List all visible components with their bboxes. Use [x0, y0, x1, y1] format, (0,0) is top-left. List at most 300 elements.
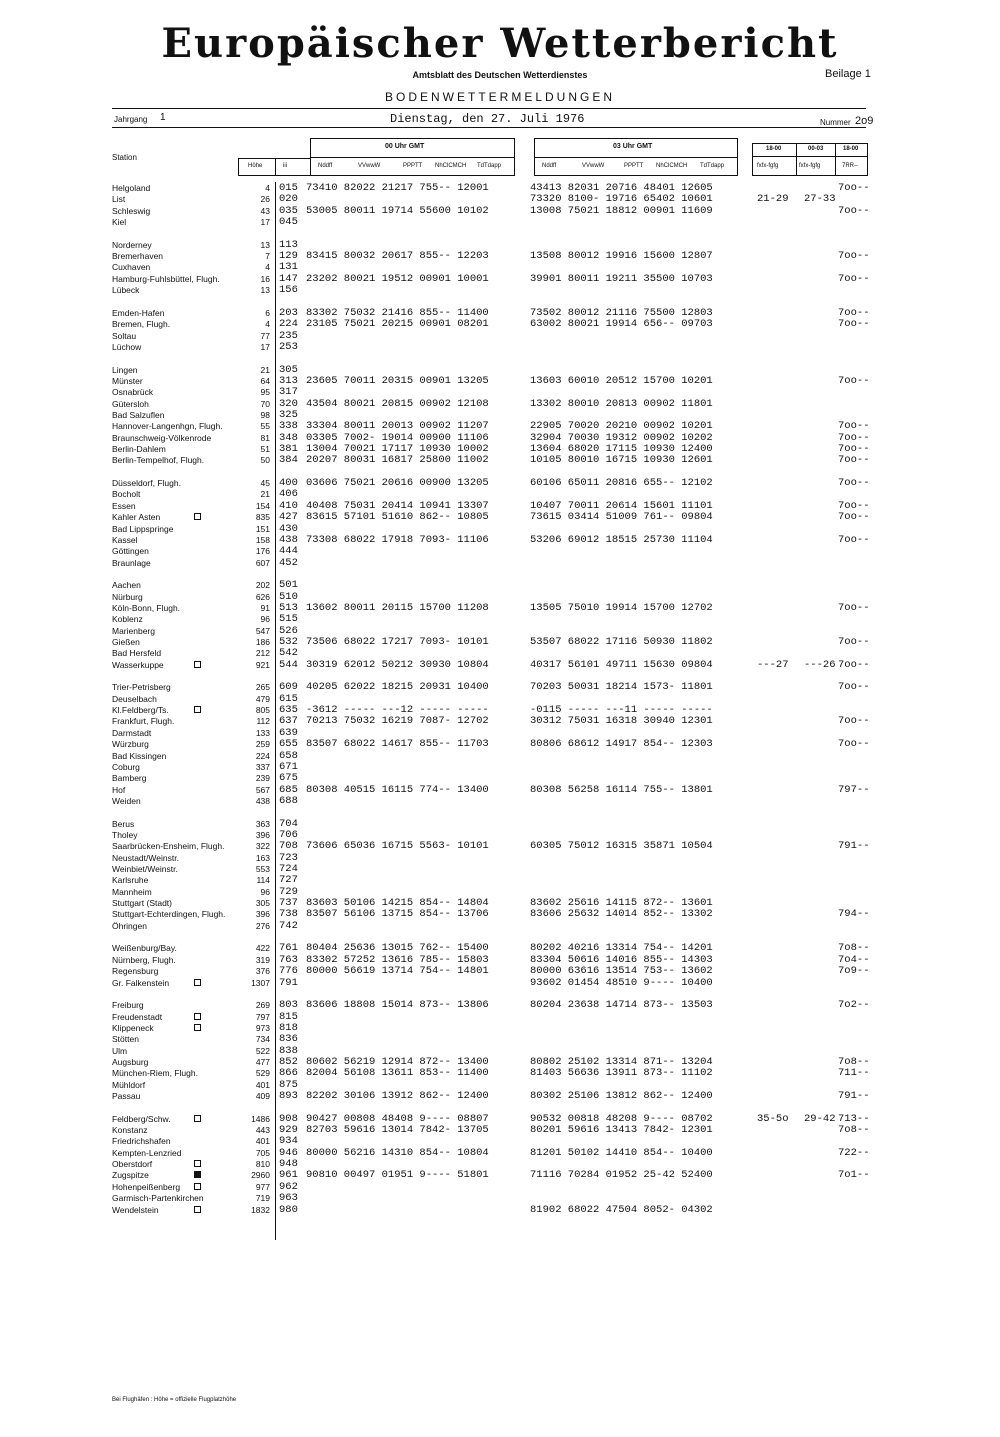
station-id: 875: [279, 1078, 298, 1091]
gust-18-00: 35-5o: [757, 1112, 789, 1125]
station-height: 522: [255, 1045, 270, 1056]
station-id: 427: [279, 511, 298, 524]
jahrgang-label: Jahrgang: [114, 115, 148, 124]
table-row: [0, 898, 1000, 909]
station-name: Hof: [112, 784, 126, 795]
table-row: [0, 206, 1000, 217]
station-height: 151: [255, 523, 270, 534]
station-id: 803: [279, 999, 298, 1012]
station-name: Gießen: [112, 637, 140, 647]
page-title: Europäischer Wetterbericht: [161, 20, 839, 67]
obs00-header: 00 Uhr GMT: [385, 143, 425, 150]
station-height: 133: [255, 727, 270, 738]
station-name: Kiel: [112, 217, 127, 228]
station-name: Bremerhaven: [112, 251, 164, 262]
station-height: 835: [255, 512, 270, 523]
station-marker-icon: [194, 1183, 201, 1190]
obs-00-groups: 83507 68022 14617 855-- 11703: [306, 738, 489, 751]
precip-group: 7oo--: [838, 477, 870, 490]
table-row: [0, 887, 1000, 898]
table-row: [0, 1193, 1000, 1204]
station-name: Hohenpeißenberg: [112, 1181, 181, 1192]
station-name: Würzburg: [112, 739, 149, 750]
station-marker-icon: [194, 1013, 201, 1020]
station-id: 325: [279, 409, 298, 421]
station-height: 626: [255, 591, 270, 602]
precip-group: 7oo--: [838, 715, 870, 728]
station-name: Lüchow: [112, 341, 142, 352]
subtitle: Amtsblatt des Deutschen Wetterdienstes: [412, 70, 588, 80]
table-row: [0, 875, 1000, 886]
obs-00-groups: 70213 75032 16219 7087- 12702: [306, 715, 489, 728]
nummer-value: 2o9: [855, 115, 874, 127]
station-height: 17: [260, 217, 270, 228]
station-height: 973: [255, 1022, 270, 1033]
table-row: [0, 648, 1000, 659]
station-id: 776: [279, 965, 298, 978]
station-name: Saarbrücken-Ensheim, Flugh.: [112, 841, 225, 852]
table-row: [0, 262, 1000, 273]
station-id: 444: [279, 545, 298, 558]
station-name: Trier-Petrisberg: [112, 682, 171, 693]
station-height: 163: [255, 852, 270, 863]
station-id: 836: [279, 1033, 298, 1046]
obs-03-groups: 13505 75010 19914 15700 12702: [530, 601, 713, 614]
station-name: Köln-Bonn, Flugh.: [112, 602, 181, 613]
station-id: 639: [279, 726, 298, 739]
station-id: 980: [279, 1203, 298, 1216]
obs-03-groups: 53206 69012 18515 25730 11104: [530, 533, 713, 546]
station-id: 761: [279, 942, 298, 955]
table-row: [0, 501, 1000, 512]
station-name: Emden-Hafen: [112, 307, 165, 318]
obs-00-groups: 53005 80011 19714 55600 10102: [306, 204, 489, 217]
obs-03-groups: 80201 59616 13413 7842- 12301: [530, 1124, 713, 1137]
station-height: 176: [255, 546, 270, 557]
gust-00-03: 27-33: [804, 193, 836, 206]
obs-03-groups: 60106 65011 20816 655-- 12102: [530, 477, 713, 490]
table-row: [0, 399, 1000, 410]
obs-03-groups: 80000 63616 13514 753-- 13602: [530, 965, 713, 978]
precip-group: 7oo--: [838, 511, 870, 524]
table-row: [0, 762, 1000, 773]
precip-group: 7o4--: [838, 953, 870, 966]
table-row: [0, 966, 1000, 977]
station-id: 963: [279, 1192, 298, 1205]
table-row: [0, 251, 1000, 262]
station-id: 962: [279, 1180, 298, 1193]
precip-group: 791--: [838, 1090, 870, 1102]
obs-00-groups: 20207 80031 16817 25800 11002: [306, 454, 489, 467]
obs-03-groups: 93602 01454 48510 9---- 10400: [530, 976, 713, 989]
period1-header: 18-00: [766, 146, 782, 152]
station-height: 77: [260, 330, 270, 341]
station-id: 738: [279, 908, 298, 921]
precip-group: 711--: [838, 1067, 870, 1080]
station-id: 015: [279, 182, 298, 194]
table-row: [0, 194, 1000, 205]
obs-03-groups: 13508 80012 19916 15600 12807: [530, 250, 713, 263]
station-height: 479: [255, 693, 270, 704]
station-id: 348: [279, 431, 298, 444]
station-height: 1307: [251, 977, 270, 988]
station-id: 253: [279, 340, 298, 353]
table-row: [0, 444, 1000, 455]
station-height: 21: [260, 364, 270, 375]
station-name: Braunschweig-Völkenrode: [112, 432, 212, 443]
sub3-header: 7RR--: [842, 163, 858, 169]
station-id: 430: [279, 522, 298, 535]
obs-00-groups: 23105 75021 20215 00901 08201: [306, 318, 489, 331]
station-name: Lingen: [112, 364, 138, 375]
station-id: 934: [279, 1135, 298, 1148]
hoehe-header: Höhe: [248, 163, 263, 169]
table-row: [0, 580, 1000, 591]
station-height: 276: [255, 920, 270, 931]
precip-group: 7o2--: [838, 999, 870, 1012]
station-id: 609: [279, 681, 298, 694]
nddff-header: Nddff: [318, 163, 333, 169]
obs-03-groups: 81403 56636 13911 873-- 11102: [530, 1067, 713, 1080]
station-name: Frankfurt, Flugh.: [112, 716, 175, 727]
station-height: 553: [255, 864, 270, 874]
gust-18-00: 21-29: [757, 193, 789, 206]
station-id: 763: [279, 953, 298, 966]
obs-00-groups: 83606 18808 15014 873-- 13806: [306, 999, 489, 1012]
station-marker-icon: [194, 1024, 201, 1031]
obs-03-groups: 43413 82031 20716 48401 12605: [530, 182, 713, 194]
station-height: 13: [260, 239, 270, 250]
station-height: 158: [255, 534, 270, 545]
station-height: 202: [255, 580, 270, 591]
iii-header-box: [275, 158, 311, 176]
station-name: Aachen: [112, 580, 141, 591]
station-id: 658: [279, 749, 298, 762]
station-name: Hamburg-Fuhlsbüttel, Flugh.: [112, 273, 220, 284]
pppptt-header: PPPTT: [403, 163, 423, 169]
station-height: 977: [255, 1181, 270, 1192]
station-id: 838: [279, 1044, 298, 1057]
table-row: [0, 603, 1000, 614]
obs-00-groups: 83603 50106 14215 854-- 14804: [306, 897, 489, 910]
station-height: 547: [255, 625, 270, 636]
station-name: Weinbiet/Weinstr.: [112, 864, 178, 874]
obs-00-groups: 82703 59616 13014 7842- 13705: [306, 1124, 489, 1137]
station-height: 269: [255, 1000, 270, 1011]
table-row: [0, 751, 1000, 762]
table-row: [0, 728, 1000, 739]
precip-group: 7oo--: [838, 533, 870, 546]
table-row: [0, 535, 1000, 546]
precip-group: 7o8--: [838, 1124, 870, 1137]
station-name: Nürnberg, Flugh.: [112, 954, 176, 965]
table-row: [0, 1023, 1000, 1034]
station-id: 815: [279, 1010, 298, 1023]
station-id: 338: [279, 420, 298, 433]
station-name: Öhringen: [112, 920, 147, 931]
station-id: 452: [279, 556, 298, 569]
table-row: [0, 1068, 1000, 1079]
obs-03-groups: 71116 70284 01952 25-42 52400: [530, 1169, 713, 1182]
table-row: [0, 785, 1000, 796]
table-row: [0, 660, 1000, 671]
station-height: 95: [260, 387, 270, 398]
table-row: [0, 546, 1000, 557]
station-height: 401: [255, 1079, 270, 1090]
station-height: 1832: [251, 1204, 270, 1215]
station-id: 400: [279, 477, 298, 490]
obs-03-groups: 53507 68022 17116 50930 11802: [530, 636, 713, 648]
station-marker-icon: [194, 1160, 201, 1167]
station-height: 567: [255, 784, 270, 795]
station-name: Bremen, Flugh.: [112, 319, 171, 330]
obs-00-groups: 33304 80011 20013 00902 11207: [306, 420, 489, 433]
station-name: Gr. Falkenstein: [112, 977, 170, 988]
table-row: [0, 694, 1000, 705]
precip-group: 7oo--: [838, 306, 870, 319]
station-marker-icon: [194, 1171, 201, 1178]
table-row: [0, 739, 1000, 750]
station-height: 16: [260, 273, 270, 284]
obs-03-groups: 63002 80021 19914 656-- 09703: [530, 318, 713, 331]
station-name: Augsburg: [112, 1056, 149, 1067]
table-row: [0, 455, 1000, 466]
table-row: [0, 1000, 1000, 1011]
station-id: 818: [279, 1021, 298, 1034]
station-id: 704: [279, 817, 298, 830]
station-id: 305: [279, 363, 298, 376]
station-height: 422: [255, 943, 270, 954]
table-row: [0, 864, 1000, 875]
station-height: 13: [260, 285, 270, 296]
table-row: [0, 853, 1000, 864]
station-name: Zugspitze: [112, 1170, 149, 1181]
precip-group: 7oo--: [838, 499, 870, 512]
table-row: [0, 421, 1000, 432]
station-id: 893: [279, 1090, 298, 1102]
gust-18-00: ---27: [757, 658, 789, 671]
obs-00-groups: 83507 56106 13715 854-- 13706: [306, 908, 489, 921]
table-row: [0, 716, 1000, 727]
station-id: 156: [279, 284, 298, 297]
station-name: Kassel: [112, 534, 138, 545]
obs-00-groups: 03305 7002- 19014 00900 11106: [306, 431, 489, 444]
station-id: 320: [279, 397, 298, 410]
nddff2-header: Nddff: [542, 163, 557, 169]
station-id: 948: [279, 1158, 298, 1171]
station-name: Münster: [112, 375, 143, 386]
precip-group: 7o9--: [838, 965, 870, 978]
station-name: Gütersloh: [112, 398, 149, 409]
precip-group: 7oo--: [838, 250, 870, 263]
station-height: 438: [255, 795, 270, 806]
station-name: Regensburg: [112, 966, 159, 977]
obs-00-groups: 73308 68022 17918 7093- 11106: [306, 533, 489, 546]
gust-00-03: ---26: [804, 658, 836, 671]
obs-03-groups: 39901 80011 19211 35500 10703: [530, 272, 713, 285]
table-row: [0, 1046, 1000, 1057]
precip-group: 794--: [838, 908, 870, 921]
station-height: 98: [260, 410, 270, 420]
obs-00-groups: 90810 00497 01951 9---- 51801: [306, 1169, 489, 1182]
obs-00-groups: 23605 70011 20315 00901 13205: [306, 374, 489, 387]
station-id: 742: [279, 919, 298, 932]
obs-03-groups: 13008 75021 18812 00901 11609: [530, 204, 713, 217]
station-id: 723: [279, 851, 298, 864]
station-height: 376: [255, 966, 270, 977]
station-height: 265: [255, 682, 270, 693]
precip-group: 797--: [838, 783, 870, 796]
station-height: 607: [255, 557, 270, 568]
station-height: 259: [255, 739, 270, 750]
table-row: [0, 478, 1000, 489]
obs-00-groups: 23202 80021 19512 00901 10001: [306, 272, 489, 285]
precip-group: 722--: [838, 1146, 870, 1159]
station-marker-icon: [194, 979, 201, 986]
obs-03-groups: 80308 56258 16114 755-- 13801: [530, 783, 713, 796]
station-id: 542: [279, 647, 298, 660]
table-row: [0, 308, 1000, 319]
station-id: 501: [279, 579, 298, 592]
station-id: 526: [279, 624, 298, 637]
station-height: 50: [260, 455, 270, 466]
table-row: [0, 626, 1000, 637]
precip-group: 7oo--: [838, 454, 870, 467]
obs-03-groups: 30312 75031 16318 30940 12301: [530, 715, 713, 728]
station-name: Schleswig: [112, 205, 151, 216]
obs-03-groups: 32904 70030 19312 00902 10202: [530, 431, 713, 444]
station-name: Bocholt: [112, 489, 141, 500]
station-height: 719: [255, 1193, 270, 1204]
obs-03-groups: 83602 25616 14115 872-- 13601: [530, 897, 713, 910]
station-id: 852: [279, 1055, 298, 1068]
station-id: 410: [279, 499, 298, 512]
station-name: Feldberg/Schw.: [112, 1113, 171, 1124]
obs-03-groups: 81902 68022 47504 8052- 04302: [530, 1203, 713, 1216]
station-name: Braunlage: [112, 557, 151, 568]
report-date: Dienstag, den 27. Juli 1976: [390, 112, 585, 126]
station-id: 313: [279, 374, 298, 387]
station-height: 734: [255, 1034, 270, 1045]
table-row: [0, 637, 1000, 648]
station-height: 81: [260, 432, 270, 443]
station-name: München-Riem, Flugh.: [112, 1068, 198, 1079]
station-name: Weiden: [112, 795, 141, 806]
table-row: [0, 909, 1000, 920]
station-name: Friedrichshafen: [112, 1136, 171, 1147]
station-id: 532: [279, 636, 298, 648]
station-id: 708: [279, 840, 298, 853]
station-height: 705: [255, 1147, 270, 1158]
obs-00-groups: 83302 75032 21416 855-- 11400: [306, 306, 489, 319]
station-marker-icon: [194, 661, 201, 668]
station-id: 544: [279, 658, 298, 671]
table-row: [0, 1080, 1000, 1091]
station-name: Kl.Feldberg/Ts.: [112, 705, 169, 716]
obs-00-groups: 82004 56108 13611 853-- 11400: [306, 1067, 489, 1080]
station-name: Neustadt/Weinstr.: [112, 852, 179, 863]
table-row: [0, 285, 1000, 296]
table-row: [0, 489, 1000, 500]
table-row: [0, 614, 1000, 625]
table-row: [0, 217, 1000, 228]
station-id: 961: [279, 1169, 298, 1182]
obs-00-groups: 03606 75021 20616 00900 13205: [306, 477, 489, 490]
station-height: 70: [260, 398, 270, 409]
table-row: [0, 955, 1000, 966]
table-row: [0, 1170, 1000, 1181]
station-id: 045: [279, 216, 298, 229]
station-name: Garmisch-Partenkirchen: [112, 1193, 204, 1204]
obs-03-groups: 90532 00818 48208 9---- 08702: [530, 1112, 713, 1125]
station-height: 2960: [251, 1170, 270, 1181]
station-height: 26: [260, 194, 270, 205]
station-height: 212: [255, 648, 270, 659]
station-height: 396: [255, 909, 270, 920]
table-row: [0, 524, 1000, 535]
station-height: 17: [260, 341, 270, 352]
vvwww-header: VVwwW: [358, 163, 381, 169]
station-name: Marienberg: [112, 625, 155, 636]
station-height: 91: [260, 602, 270, 613]
station-height: 154: [255, 500, 270, 511]
vvwww2-header: VVwwW: [582, 163, 605, 169]
period2-header: 00-03: [808, 146, 824, 152]
footnote: Bei Flughäfen : Höhe = offizielle Flugplatzhöhe: [112, 1397, 237, 1403]
obs-03-groups: 73320 8100- 19716 65402 10601: [530, 193, 713, 206]
obs-00-groups: 40205 62022 18215 20931 10400: [306, 681, 489, 694]
station-height: 337: [255, 761, 270, 772]
station-name: Weißenburg/Bay.: [112, 943, 177, 954]
tgtdapp-header: TdTdapp: [477, 163, 502, 169]
station-height: 363: [255, 818, 270, 829]
station-id: 724: [279, 863, 298, 875]
table-row: [0, 978, 1000, 989]
station-name: Essen: [112, 500, 136, 511]
station-name: Bad Kissingen: [112, 750, 167, 761]
station-height: 797: [255, 1011, 270, 1022]
station-marker-icon: [194, 706, 201, 713]
station-height: 239: [255, 773, 270, 784]
station-height: 477: [255, 1056, 270, 1067]
precip-group: 7oo--: [838, 420, 870, 433]
station-height: 396: [255, 829, 270, 840]
station-height: 6: [265, 307, 270, 318]
station-name: Hannover-Langenhgn, Flugh.: [112, 421, 223, 432]
station-height: 96: [260, 886, 270, 897]
station-id: 384: [279, 454, 298, 467]
station-id: 908: [279, 1112, 298, 1125]
precip-group: 7o8--: [838, 942, 870, 955]
table-row: [0, 183, 1000, 194]
station-height: 810: [255, 1159, 270, 1170]
station-id: 688: [279, 794, 298, 807]
station-height: 1486: [251, 1113, 270, 1124]
station-height: 112: [256, 716, 270, 727]
station-name: Bad Lippspringe: [112, 523, 174, 534]
table-row: [0, 342, 1000, 353]
station-name: Helgoland: [112, 183, 151, 193]
precip-group: 7oo--: [838, 443, 870, 456]
pppptt2-header: PPPTT: [624, 163, 644, 169]
station-height: 805: [255, 705, 270, 716]
obs-00-groups: 73410 82022 21217 755-- 12001: [306, 182, 489, 194]
table-row: [0, 1034, 1000, 1045]
obs-03-groups: 80802 25102 13314 871-- 13204: [530, 1055, 713, 1068]
station-name: Berus: [112, 818, 135, 829]
obs-00-groups: 83302 57252 13616 785-- 15803: [306, 953, 489, 966]
station-name: Passau: [112, 1091, 141, 1101]
